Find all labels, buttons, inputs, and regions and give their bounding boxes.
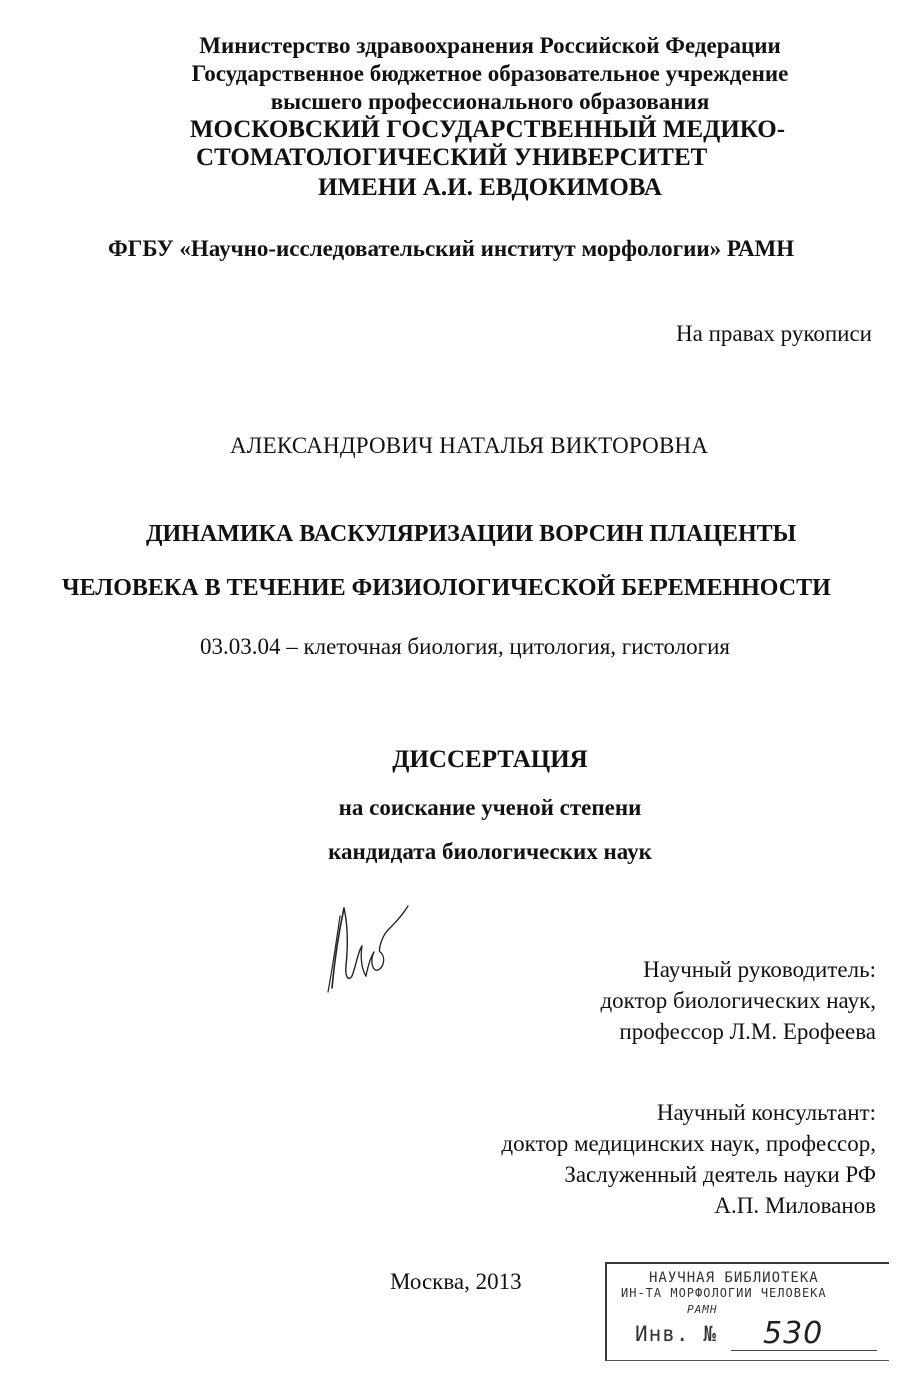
supervisor-role: Научный руководитель: <box>643 957 876 982</box>
stamp-institute-line: ИН-ТА МОРФОЛОГИИ ЧЕЛОВЕКА <box>621 1286 827 1300</box>
university-name-line-2: СТОМАТОЛОГИЧЕСКИЙ УНИВЕРСИТЕТ <box>196 144 708 171</box>
consultant-honor: Заслуженный деятель науки РФ <box>564 1162 876 1187</box>
supervisor-block <box>600 954 876 1047</box>
stamp-number-underline <box>731 1350 877 1351</box>
consultant-name: А.П. Милованов <box>714 1193 876 1218</box>
institute-line: ФГБУ «Научно-исследовательский институт морфологии» РАМН <box>108 236 795 261</box>
specialty-code: 03.03.04 – клеточная биология, цитология, гистология <box>200 634 730 659</box>
city-year: Москва, 2013 <box>390 1269 522 1294</box>
university-name-line-3: ИМЕНИ А.И. ЕВДОКИМОВА <box>318 174 662 201</box>
supervisor-degree: доктор биологических наук, <box>600 988 876 1013</box>
stamp-academy-line: РАМН <box>687 1303 718 1316</box>
stamp-library-line: НАУЧНАЯ БИБЛИОТЕКА <box>649 1270 819 1286</box>
author-name: АЛЕКСАНДРОВИЧ НАТАЛЬЯ ВИКТОРОВНА <box>230 433 709 458</box>
consultant-degree: доктор медицинских наук, профессор, <box>501 1131 876 1156</box>
thesis-title-line-2: ЧЕЛОВЕКА В ТЕЧЕНИЕ ФИЗИОЛОГИЧЕСКОЙ БЕРЕМЕННОСТИ <box>62 575 831 601</box>
institution-type-line: Государственное бюджетное образовательное учреждение <box>191 61 789 86</box>
document-type: ДИССЕРТАЦИЯ <box>392 746 588 773</box>
consultant-role: Научный консультант: <box>656 1100 876 1125</box>
stamp-inventory-number: 530 <box>763 1316 824 1351</box>
library-stamp <box>605 1262 889 1361</box>
consultant-block <box>501 1097 876 1221</box>
supervisor-name: профессор Л.М. Ерофеева <box>619 1019 876 1044</box>
rights-note: На правах рукописи <box>676 321 872 346</box>
degree-name-line: кандидата биологических наук <box>328 839 652 864</box>
thesis-title-line-1: ДИНАМИКА ВАСКУЛЯРИЗАЦИИ ВОРСИН ПЛАЦЕНТЫ <box>146 521 797 547</box>
handwritten-signature <box>318 896 414 996</box>
education-level-line: высшего профессионального образования <box>270 89 710 114</box>
stamp-inventory-label: Инв. № <box>635 1322 717 1346</box>
ministry-line: Министерство здравоохранения Российской Федерации <box>199 33 781 58</box>
university-name-line-1: МОСКОВСКИЙ ГОСУДАРСТВЕННЫЙ МЕДИКО- <box>189 116 786 143</box>
degree-purpose-line: на соискание ученой степени <box>338 795 642 820</box>
